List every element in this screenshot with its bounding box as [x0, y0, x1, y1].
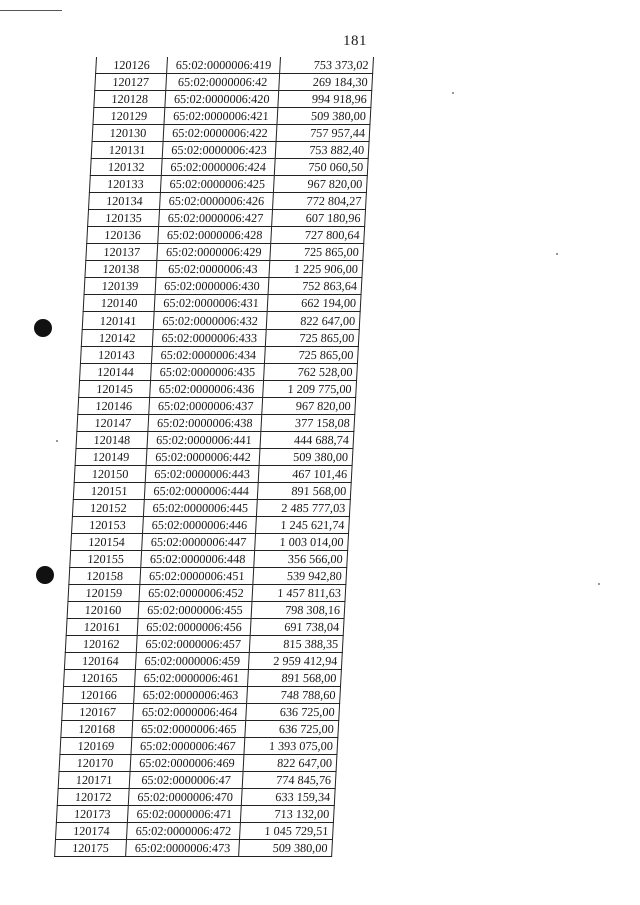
cadastral-number-cell: 65:02:0000006:455	[138, 602, 252, 619]
table-row	[60, 738, 338, 755]
cadastral-value-cell: 713 132,00	[240, 806, 334, 823]
cadastral-value-cell: 753 373,02	[280, 57, 374, 74]
cadastral-number-cell: 65:02:0000006:433	[152, 329, 266, 346]
cadastral-number-cell: 65:02:0000006:431	[154, 295, 268, 312]
cadastral-value-cell: 509 380,00	[277, 108, 371, 125]
cadastral-value-cell: 725 865,00	[264, 346, 358, 363]
cadastral-number-cell: 65:02:0000006:465	[132, 721, 246, 738]
row-number-cell: 120151	[73, 482, 145, 499]
row-number-cell: 120165	[64, 670, 136, 687]
table-row	[84, 278, 362, 295]
table-row	[92, 125, 370, 142]
cadastral-number-cell: 65:02:0000006:446	[143, 516, 257, 533]
cadastral-number-cell: 65:02:0000006:437	[149, 397, 263, 414]
cadastral-value-table	[54, 57, 374, 857]
cadastral-value-cell: 725 865,00	[265, 329, 359, 346]
row-number-cell: 120130	[92, 125, 164, 142]
cadastral-number-cell: 65:02:0000006:452	[139, 584, 253, 601]
table-row	[55, 823, 333, 840]
cadastral-number-cell: 65:02:0000006:467	[131, 738, 245, 755]
table-row	[59, 755, 337, 772]
table-row	[74, 465, 352, 482]
scan-speck	[556, 253, 558, 255]
row-number-cell: 120143	[80, 346, 152, 363]
table-row	[76, 431, 354, 448]
cadastral-number-cell: 65:02:0000006:471	[127, 806, 241, 823]
row-number-cell: 120148	[76, 431, 148, 448]
cadastral-value-cell: 662 194,00	[267, 295, 361, 312]
cadastral-value-cell: 772 804,27	[272, 193, 366, 210]
table-row	[55, 840, 333, 857]
cadastral-number-cell: 65:02:0000006:464	[133, 704, 247, 721]
row-number-cell: 120153	[72, 516, 144, 533]
cadastral-value-cell: 967 820,00	[262, 397, 356, 414]
row-number-cell: 120147	[77, 414, 149, 431]
cadastral-value-cell: 994 918,96	[278, 91, 372, 108]
cadastral-value-cell: 509 380,00	[259, 448, 353, 465]
table-row	[62, 704, 340, 721]
row-number-cell: 120134	[88, 193, 160, 210]
row-number-cell: 120168	[61, 721, 133, 738]
cadastral-value-cell: 967 820,00	[273, 176, 367, 193]
table-row	[71, 533, 349, 550]
row-number-cell: 120159	[68, 584, 140, 601]
row-number-cell: 120136	[87, 227, 159, 244]
table-row	[96, 57, 374, 74]
table-row	[72, 499, 350, 516]
row-number-cell: 120170	[59, 755, 131, 772]
table-row	[86, 244, 364, 261]
table-body	[55, 57, 374, 857]
row-number-cell: 120135	[88, 210, 160, 227]
cadastral-value-cell: 891 568,00	[257, 482, 351, 499]
cadastral-number-cell: 65:02:0000006:445	[143, 499, 257, 516]
row-number-cell: 120128	[94, 91, 166, 108]
row-number-cell: 120145	[79, 380, 151, 397]
table-row	[65, 636, 343, 653]
cadastral-number-cell: 65:02:0000006:42	[166, 74, 280, 91]
cadastral-value-cell: 1 045 729,51	[239, 823, 333, 840]
row-number-cell: 120174	[55, 823, 127, 840]
row-number-cell: 120167	[62, 704, 134, 721]
cadastral-number-cell: 65:02:0000006:461	[135, 670, 249, 687]
table-row	[94, 91, 372, 108]
table-row	[57, 789, 335, 806]
row-number-cell: 120160	[67, 602, 139, 619]
cadastral-number-cell: 65:02:0000006:472	[126, 823, 240, 840]
cadastral-number-cell: 65:02:0000006:443	[145, 465, 259, 482]
page-number: 181	[343, 33, 367, 49]
cadastral-number-cell: 65:02:0000006:447	[142, 533, 256, 550]
cadastral-number-cell: 65:02:0000006:441	[147, 431, 261, 448]
cadastral-number-cell: 65:02:0000006:448	[141, 550, 255, 567]
cadastral-number-cell: 65:02:0000006:473	[126, 840, 240, 857]
row-number-cell: 120166	[63, 687, 135, 704]
cadastral-number-cell: 65:02:0000006:436	[150, 380, 264, 397]
cadastral-value-cell: 1 457 811,63	[252, 584, 346, 601]
cadastral-number-cell: 65:02:0000006:438	[148, 414, 262, 431]
row-number-cell: 120158	[69, 567, 141, 584]
cadastral-number-cell: 65:02:0000006:442	[146, 448, 260, 465]
cadastral-value-cell: 356 566,00	[254, 550, 348, 567]
cadastral-number-cell: 65:02:0000006:430	[155, 278, 269, 295]
table-row	[88, 193, 366, 210]
cadastral-value-cell: 774 845,76	[242, 772, 336, 789]
cadastral-value-cell: 753 882,40	[275, 142, 369, 159]
row-number-cell: 120137	[86, 244, 158, 261]
row-number-cell: 120138	[85, 261, 157, 278]
cadastral-number-cell: 65:02:0000006:469	[130, 755, 244, 772]
cadastral-value-cell: 1 393 075,00	[244, 738, 338, 755]
table-row	[58, 772, 336, 789]
cadastral-value-cell: 822 647,00	[243, 755, 337, 772]
top-edge-rule	[0, 10, 62, 11]
table-row	[78, 397, 356, 414]
table-row	[90, 159, 368, 176]
row-number-cell: 120149	[75, 448, 147, 465]
cadastral-value-cell: 1 225 906,00	[269, 261, 363, 278]
cadastral-number-cell: 65:02:0000006:463	[134, 687, 248, 704]
row-number-cell: 120150	[74, 465, 146, 482]
table-row	[88, 210, 366, 227]
cadastral-number-cell: 65:02:0000006:424	[161, 159, 275, 176]
cadastral-value-cell: 762 528,00	[264, 363, 358, 380]
cadastral-number-cell: 65:02:0000006:456	[137, 619, 251, 636]
cadastral-value-cell: 539 942,80	[253, 567, 347, 584]
table-row	[87, 227, 365, 244]
cadastral-value-cell: 1 003 014,00	[255, 533, 349, 550]
row-number-cell: 120173	[56, 806, 128, 823]
row-number-cell: 120154	[71, 533, 143, 550]
cadastral-number-cell: 65:02:0000006:422	[163, 125, 277, 142]
cadastral-value-cell: 633 159,34	[241, 789, 335, 806]
row-number-cell: 120172	[57, 789, 129, 806]
table-row	[93, 108, 371, 125]
cadastral-value-cell: 891 568,00	[248, 670, 342, 687]
cadastral-value-cell: 607 180,96	[272, 210, 366, 227]
cadastral-number-cell: 65:02:0000006:457	[136, 636, 250, 653]
row-number-cell: 120142	[81, 329, 153, 346]
row-number-cell: 120155	[70, 550, 142, 567]
row-number-cell: 120152	[72, 499, 144, 516]
cadastral-number-cell: 65:02:0000006:420	[165, 91, 279, 108]
cadastral-value-cell: 636 725,00	[245, 721, 339, 738]
cadastral-number-cell: 65:02:0000006:427	[159, 210, 273, 227]
row-number-cell: 120132	[90, 159, 162, 176]
row-number-cell: 120126	[96, 57, 168, 74]
cadastral-value-cell: 444 688,74	[260, 431, 354, 448]
table-row	[72, 516, 350, 533]
row-number-cell: 120161	[66, 619, 138, 636]
row-number-cell: 120140	[83, 295, 155, 312]
scan-speck	[56, 440, 58, 442]
table-row	[73, 482, 351, 499]
table-row	[80, 346, 358, 363]
table-row	[68, 584, 346, 601]
cadastral-value-cell: 377 158,08	[261, 414, 355, 431]
row-number-cell: 120169	[60, 738, 132, 755]
cadastral-value-cell: 757 957,44	[276, 125, 370, 142]
table-row	[79, 380, 357, 397]
cadastral-value-cell: 2 959 412,94	[248, 653, 342, 670]
cadastral-value-cell: 2 485 777,03	[256, 499, 350, 516]
cadastral-number-cell: 65:02:0000006:421	[164, 108, 278, 125]
row-number-cell: 120164	[64, 653, 136, 670]
cadastral-number-cell: 65:02:0000006:470	[128, 789, 242, 806]
cadastral-value-cell: 752 863,64	[268, 278, 362, 295]
table-row	[56, 806, 334, 823]
cadastral-number-cell: 65:02:0000006:426	[159, 193, 273, 210]
scan-speck	[452, 92, 454, 94]
table-row	[77, 414, 355, 431]
cadastral-value-cell: 725 865,00	[270, 244, 364, 261]
row-number-cell: 120175	[55, 840, 127, 857]
row-number-cell: 120131	[91, 142, 163, 159]
row-number-cell: 120133	[89, 176, 161, 193]
cadastral-number-cell: 65:02:0000006:451	[140, 567, 254, 584]
cadastral-number-cell: 65:02:0000006:425	[160, 176, 274, 193]
table-row	[85, 261, 363, 278]
table-row	[67, 602, 345, 619]
cadastral-value-cell: 1 245 621,74	[256, 516, 350, 533]
row-number-cell: 120144	[80, 363, 152, 380]
table-row	[75, 448, 353, 465]
cadastral-value-cell: 269 184,30	[279, 74, 373, 91]
cadastral-value-cell: 691 738,04	[250, 619, 344, 636]
table-row	[63, 687, 341, 704]
cadastral-number-cell: 65:02:0000006:432	[153, 312, 267, 329]
table-row	[69, 567, 347, 584]
table-row	[89, 176, 367, 193]
row-number-cell: 120146	[78, 397, 150, 414]
table-row	[91, 142, 369, 159]
table-row	[70, 550, 348, 567]
punch-hole-mark	[36, 566, 54, 584]
table-row	[95, 74, 373, 91]
punch-hole-mark	[34, 319, 52, 337]
row-number-cell: 120129	[93, 108, 165, 125]
cadastral-number-cell: 65:02:0000006:444	[144, 482, 258, 499]
table-row	[83, 295, 361, 312]
cadastral-number-cell: 65:02:0000006:47	[129, 772, 243, 789]
cadastral-number-cell: 65:02:0000006:43	[156, 261, 270, 278]
table-row	[66, 619, 344, 636]
cadastral-number-cell: 65:02:0000006:459	[135, 653, 249, 670]
table-row	[64, 653, 342, 670]
row-number-cell: 120162	[65, 636, 137, 653]
scan-speck	[598, 583, 600, 585]
cadastral-value-cell: 815 388,35	[249, 636, 343, 653]
cadastral-number-cell: 65:02:0000006:434	[151, 346, 265, 363]
cadastral-number-cell: 65:02:0000006:435	[151, 363, 265, 380]
cadastral-value-cell: 636 725,00	[246, 704, 340, 721]
cadastral-value-cell: 822 647,00	[266, 312, 360, 329]
cadastral-number-cell: 65:02:0000006:428	[158, 227, 272, 244]
row-number-cell: 120139	[84, 278, 156, 295]
cadastral-value-cell: 1 209 775,00	[263, 380, 357, 397]
table-row	[61, 721, 339, 738]
cadastral-value-cell: 748 788,60	[247, 687, 341, 704]
cadastral-value-cell: 750 060,50	[274, 159, 368, 176]
row-number-cell: 120171	[58, 772, 130, 789]
row-number-cell: 120141	[82, 312, 154, 329]
row-number-cell: 120127	[95, 74, 167, 91]
cadastral-value-cell: 727 800,64	[271, 227, 365, 244]
cadastral-number-cell: 65:02:0000006:419	[167, 57, 281, 74]
cadastral-value-cell: 798 308,16	[251, 602, 345, 619]
cadastral-value-cell: 467 101,46	[258, 465, 352, 482]
table-row	[80, 363, 358, 380]
table-row	[82, 312, 360, 329]
table-row	[64, 670, 342, 687]
cadastral-number-cell: 65:02:0000006:423	[162, 142, 276, 159]
table-row	[81, 329, 359, 346]
cadastral-number-cell: 65:02:0000006:429	[157, 244, 271, 261]
cadastral-value-cell: 509 380,00	[239, 840, 333, 857]
